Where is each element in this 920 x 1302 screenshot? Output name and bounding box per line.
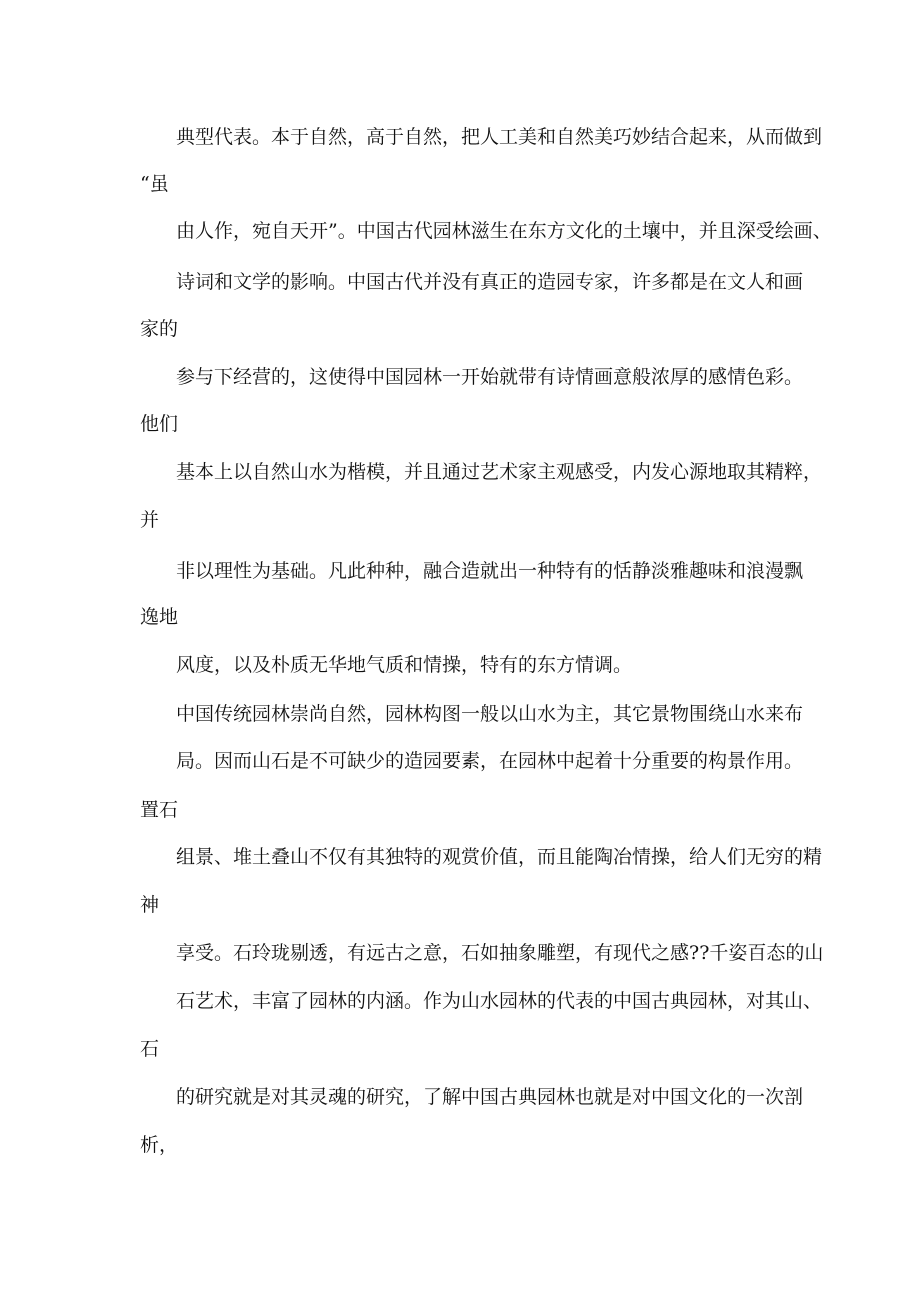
text-line: 析， [140, 1134, 179, 1156]
text-line: 由人作，宛自天开”。中国古代园林滋生在东方文化的土壤中，并且深受绘画、 [176, 220, 832, 242]
text-line: 享受。石玲珑剔透，有远古之意，石如抽象雕塑，有现代之感??千姿百态的山 [176, 942, 824, 964]
text-line: 参与下经营的，这使得中国园林一开始就带有诗情画意般浓厚的感情色彩。 [176, 366, 804, 388]
text-line: 神 [140, 894, 160, 916]
text-line: 组景、堆土叠山不仅有其独特的观赏价值，而且能陶冶情操，给人们无穷的精 [176, 846, 823, 868]
text-line: 典型代表。本于自然，高于自然，把人工美和自然美巧妙结合起来，从而做到 [176, 126, 823, 148]
text-line: 石 [140, 1038, 160, 1060]
text-line: 风度，以及朴质无华地气质和情操，特有的东方情调。 [176, 654, 633, 676]
text-line: 置石 [140, 799, 179, 821]
text-line: 非以理性为基础。凡此种种，融合造就出一种特有的恬静淡雅趣味和浪漫飘 [176, 560, 804, 582]
text-line: 基本上以自然山水为楷模，并且通过艺术家主观感受，内发心源地取其精粹， [176, 461, 823, 483]
text-line: “虽 [140, 173, 169, 195]
text-line: 并 [140, 509, 160, 531]
text-line: 诗词和文学的影响。中国古代并没有真正的造园专家，许多都是在文人和画 [176, 271, 804, 293]
text-line: 逸地 [140, 606, 179, 628]
text-line: 石艺术，丰富了园林的内涵。作为山水园林的代表的中国古典园林，对其山、 [176, 990, 823, 1012]
text-line: 的研究就是对其灵魂的研究，了解中国古典园林也就是对中国文化的一次剖 [176, 1086, 804, 1108]
text-line: 局。因而山石是不可缺少的造园要素，在园林中起着十分重要的构景作用。 [176, 750, 804, 772]
text-line: 他们 [140, 413, 179, 435]
text-line: 中国传统园林崇尚自然，园林构图一般以山水为主，其它景物围绕山水来布 [176, 703, 804, 725]
text-line: 家的 [140, 318, 179, 340]
